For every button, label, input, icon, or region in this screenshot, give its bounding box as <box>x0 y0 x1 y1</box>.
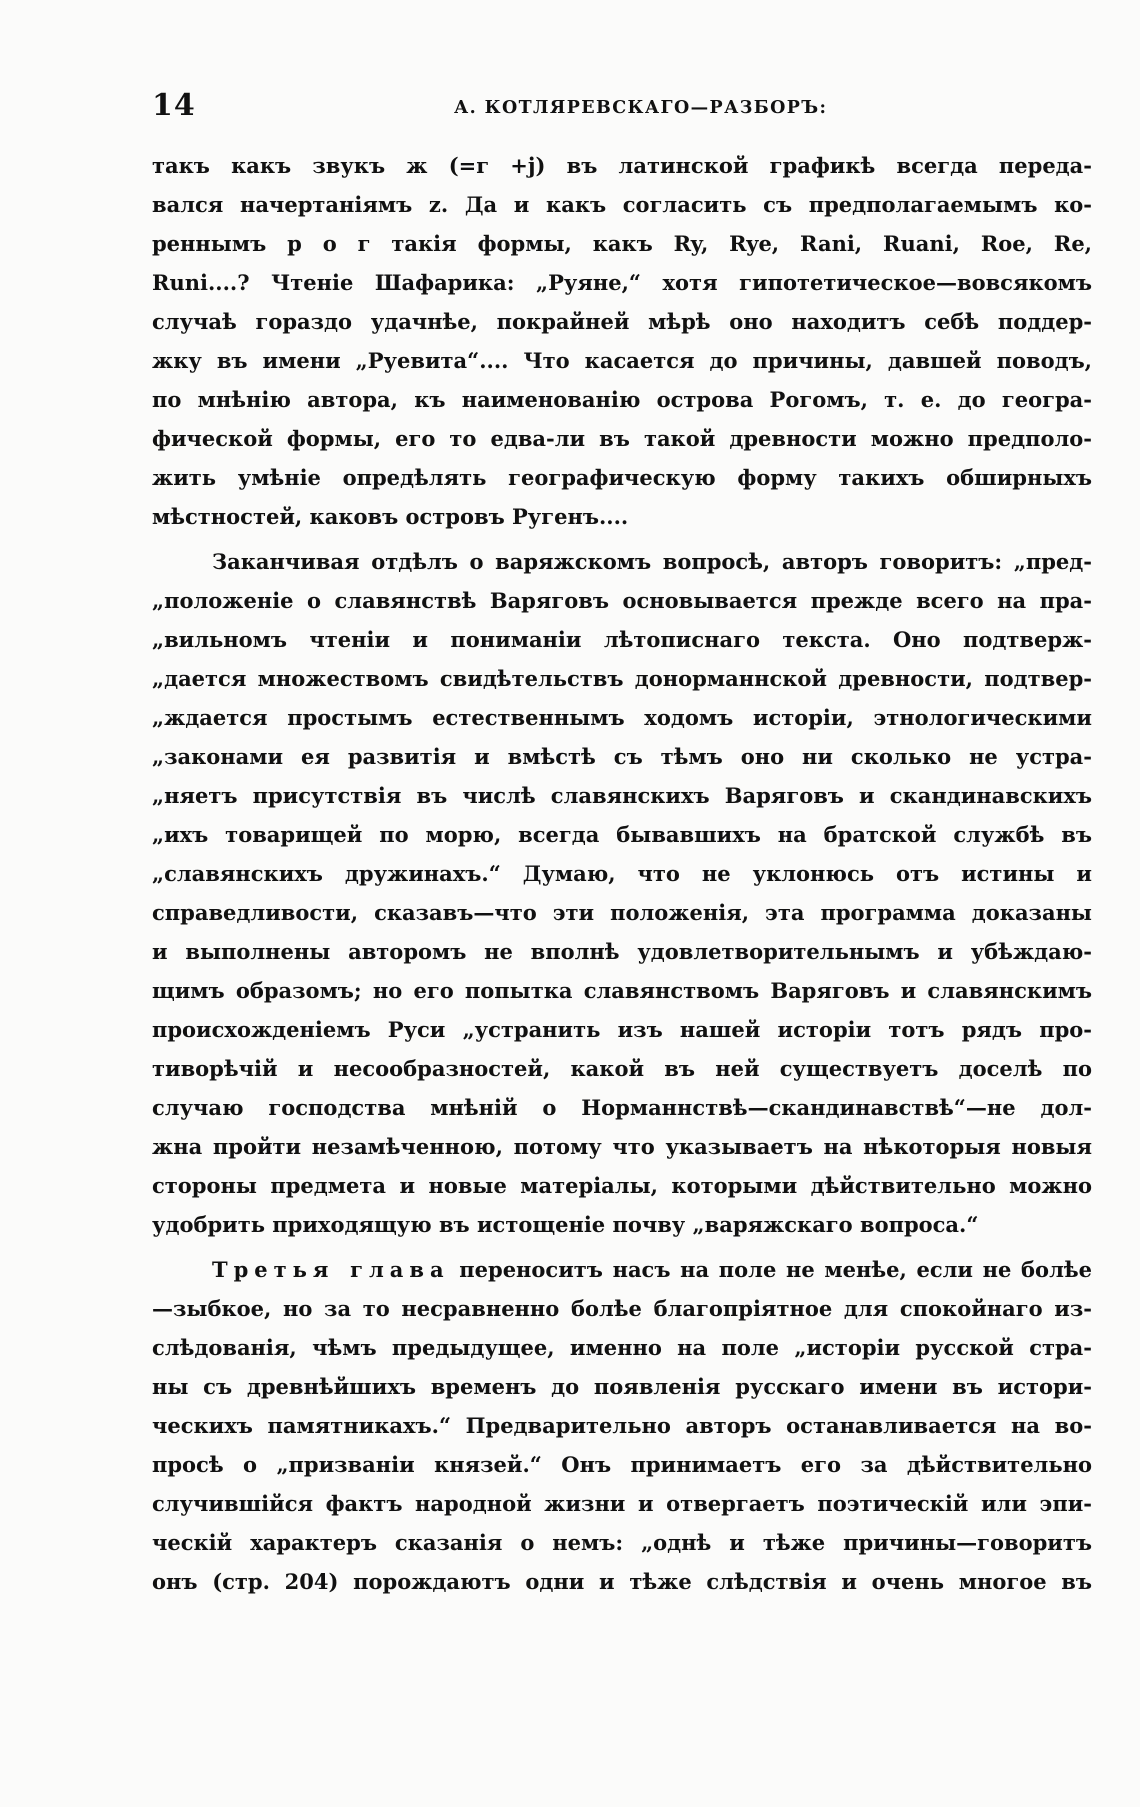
text-line: „положеніе о славянствѣ Варяговъ основывается прежде всего на пра- <box>152 588 1092 613</box>
text-line <box>152 1250 1092 1289</box>
text-line: „няетъ присутствія въ числѣ славянскихъ Варяговъ и скандинавскихъ <box>152 783 1092 808</box>
text-line: „славянскихъ дружинахъ.“ Думаю, что не уклонюсь отъ истины и <box>152 861 1092 886</box>
text-line: Заканчивая отдѣлъ о варяжскомъ вопросѣ, авторъ говоритъ: „пред- <box>212 549 1092 574</box>
text-line: просѣ о „призваніи князей.“ Онъ принимаетъ его за дѣйствительно <box>152 1452 1092 1477</box>
text-line: жить умѣніе опредѣлять географическую форму такихъ обширныхъ <box>152 465 1092 490</box>
text-line: случившійся фактъ народной жизни и отвергаетъ поэтическій или эпи- <box>152 1491 1092 1516</box>
text-line: реннымъ р о г такія формы, какъ Ry, Rye, Rani, Ruani, Roe, Re, <box>152 231 1092 256</box>
text-line: стороны предмета и новые матеріалы, которыми дѣйствительно можно <box>152 1173 1092 1198</box>
text-line: „ихъ товарищей по морю, всегда бывавшихъ на братской службѣ въ <box>152 822 1092 847</box>
text-line: по мнѣнію автора, къ наименованію острова Рогомъ, т. е. до геогра- <box>152 387 1092 412</box>
text-line: случаѣ гораздо удачнѣе, покрайней мѣрѣ оно находитъ себѣ поддер- <box>152 309 1092 334</box>
text-line: фической формы, его то едва-ли въ такой древности можно предполо- <box>152 426 1092 451</box>
text-line: случаю господства мнѣній о Норманнствѣ—скандинавствѣ“—не дол- <box>152 1095 1092 1120</box>
text-line: „ждается простымъ естественнымъ ходомъ исторіи, этнологическими <box>152 705 1092 730</box>
text-line: удобрить приходящую въ истощеніе почву „варяжскаго вопроса.“ <box>152 1212 979 1237</box>
text-line-rest: переноситъ насъ на поле не менѣе, если не болѣе <box>449 1257 1092 1282</box>
text-line: Runi....? Чтеніе Шафарика: „Руяне,“ хотя гипотетическое—вовсякомъ <box>152 270 1092 295</box>
text-line: вался начертаніямъ z. Да и какъ согласить съ предполагаемымъ ко- <box>152 192 1092 217</box>
text-line: ческихъ памятникахъ.“ Предварительно авторъ останавливается на во- <box>152 1413 1092 1438</box>
text-line: слѣдованія, чѣмъ предыдущее, именно на поле „исторіи русской стра- <box>152 1335 1092 1360</box>
text-line: мѣстностей, каковъ островъ Ругенъ.... <box>152 504 629 529</box>
page-number: 14 <box>152 88 196 123</box>
chapter-lead-spaced: Третья глава <box>212 1257 450 1282</box>
text-line: „законами ея развитія и вмѣстѣ съ тѣмъ оно ни сколько не устра- <box>152 744 1092 769</box>
text-line: щимъ образомъ; но его попытка славянствомъ Варяговъ и славянскимъ <box>152 978 1092 1003</box>
running-title: А. КОТЛЯРЕВСКАГО—РАЗБОРЪ: <box>454 98 828 118</box>
text-line: „дается множествомъ свидѣтельствъ донорманнской древности, подтвер- <box>152 666 1092 691</box>
text-line: такъ какъ звукъ ж (=г +j) въ латинской графикѣ всегда переда- <box>152 153 1092 178</box>
text-line: тиворѣчій и несообразностей, какой въ ней существуетъ доселѣ по <box>152 1056 1092 1081</box>
text-line: ны съ древнѣйшихъ временъ до появленія русскаго имени въ истори- <box>152 1374 1092 1399</box>
body-text <box>152 146 1092 1601</box>
paragraph-2 <box>152 542 1092 1244</box>
text-line: происхожденіемъ Руси „устранить изъ нашей исторіи тотъ рядъ про- <box>152 1017 1092 1042</box>
text-line: —зыбкое, но за то несравненно болѣе благопріятное для спокойнаго из- <box>152 1296 1092 1321</box>
paragraph-3 <box>152 1250 1092 1601</box>
paragraph-1 <box>152 146 1092 536</box>
page-header <box>152 84 1092 124</box>
text-line: жна пройти незамѣченною, потому что указываетъ на нѣкоторыя новыя <box>152 1134 1092 1159</box>
text-line: онъ (стр. 204) порождаютъ одни и тѣже слѣдствія и очень многое въ <box>152 1569 1092 1594</box>
text-line: жку въ имени „Руевита“.... Что касается до причины, давшей поводъ, <box>152 348 1092 373</box>
text-line: справедливости, сказавъ—что эти положенія, эта программа доказаны <box>152 900 1092 925</box>
text-line: „вильномъ чтеніи и пониманіи лѣтописнаго текста. Оно подтверж- <box>152 627 1092 652</box>
text-line: и выполнены авторомъ не вполнѣ удовлетворительнымъ и убѣждаю- <box>152 939 1092 964</box>
text-line: ческій характеръ сказанія о немъ: „однѣ и тѣже причины—говоритъ <box>152 1530 1092 1555</box>
